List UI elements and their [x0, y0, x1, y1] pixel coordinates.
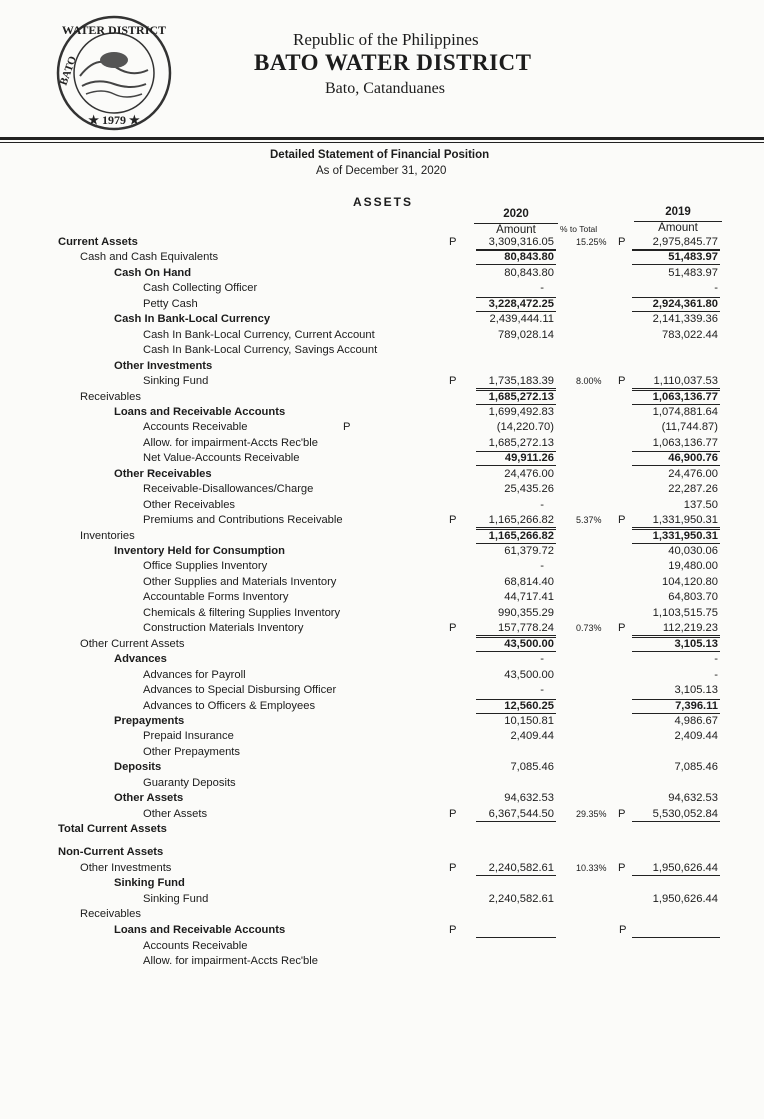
col-amount-2020: Amount: [496, 224, 536, 236]
amount-2019: 24,476.00: [668, 467, 718, 480]
row-label: Other Current Assets: [80, 637, 185, 650]
amount-2019: 4,986.67: [674, 714, 718, 727]
row-label: Loans and Receivable Accounts: [114, 405, 286, 418]
section-heading: ASSETS: [353, 195, 414, 209]
amount-2019: 783,022.44: [662, 328, 718, 341]
peso-sign-2020: P: [449, 514, 457, 527]
row-label: Other Supplies and Materials Inventory: [143, 575, 337, 588]
bato-water-district-seal: [52, 14, 176, 132]
pct-to-total: 15.25%: [576, 237, 607, 247]
pct-to-total: 0.73%: [576, 623, 602, 634]
statement-row: [0, 760, 764, 775]
amount-2019: 3,105.13: [674, 637, 718, 650]
subtotal-rule-2020: [476, 297, 556, 298]
amount-2019: 1,331,950.31: [652, 514, 718, 527]
amount-2019: 51,483.97: [668, 251, 718, 264]
amount-2020: 2,409.44: [510, 730, 554, 743]
amount-2019: 104,120.80: [662, 575, 718, 588]
amount-2019: 1,331,950.31: [652, 529, 718, 542]
col-pct-to-total: % to Total: [560, 224, 598, 234]
amount-2020: 1,165,266.82: [488, 514, 554, 527]
row-label: Other Receivables: [114, 467, 212, 480]
agency-location: Bato, Catanduanes: [325, 80, 445, 97]
amount-2020: 25,435.26: [504, 483, 554, 496]
row-label: Advances to Officers & Employees: [143, 699, 316, 712]
amount-2020: 1,685,272.13: [488, 436, 554, 449]
amount-2019: 7,396.11: [675, 699, 718, 712]
peso-sign-2019: P: [618, 622, 626, 635]
header-rule-thin: [0, 142, 764, 143]
amount-2020: 990,355.29: [498, 606, 554, 619]
statement-row: [0, 683, 764, 698]
statement-row: [0, 791, 764, 806]
row-label: Allow. for impairment-Accts Rec'ble: [143, 436, 318, 449]
row-label: Receivables: [80, 390, 141, 403]
col-amount-2019: Amount: [658, 222, 698, 234]
amount-2020: 68,814.40: [504, 575, 554, 588]
amount-2020: (14,220.70): [496, 421, 554, 434]
statement-row: [0, 374, 764, 389]
amount-2019: 1,950,626.44: [652, 861, 718, 874]
amount-2020: 24,476.00: [504, 467, 554, 480]
statement-row: [0, 637, 764, 652]
amount-2019: 112,219.23: [662, 622, 718, 635]
statement-row: [0, 359, 764, 374]
amount-2019: 1,063,136.77: [652, 390, 718, 403]
statement-row: [0, 482, 764, 497]
amount-2020: 2,439,444.11: [489, 313, 554, 326]
amount-2020: 12,560.25: [504, 699, 554, 712]
statement-row: [0, 699, 764, 714]
peso-sign-2020: P: [449, 375, 457, 388]
row-label: Cash In Bank-Local Currency, Savings Account: [143, 344, 378, 357]
subtotal-rule-2019: [632, 297, 720, 298]
pct-to-total: 29.35%: [576, 808, 607, 819]
statement-row: [0, 822, 764, 837]
amount-2020: -: [540, 684, 544, 697]
amount-2020: 2,240,582.61: [488, 892, 554, 905]
statement-row: [0, 807, 764, 822]
amount-2019: 2,924,361.80: [652, 297, 718, 310]
statement-row: [0, 281, 764, 296]
statement-row: [0, 861, 764, 876]
statement-row: [0, 235, 764, 250]
row-label: Non-Current Assets: [58, 846, 164, 858]
amount-2019: 19,480.00: [668, 560, 718, 573]
statement-row: [0, 939, 764, 954]
svg-text:BATO: BATO: [57, 54, 80, 88]
row-label: Other Prepayments: [143, 745, 241, 758]
amount-2019: 2,409.44: [674, 730, 718, 743]
pct-to-total: 10.33%: [576, 862, 607, 873]
statement-row: [0, 328, 764, 343]
statement-row: [0, 745, 764, 760]
row-label: Allow. for impairment-Accts Rec'ble: [143, 955, 318, 968]
row-label: Other Investments: [114, 359, 213, 372]
row-label: Advances for Payroll: [143, 668, 246, 681]
row-label: Other Investments: [80, 861, 172, 874]
row-label: Cash Collecting Officer: [143, 282, 258, 295]
statement-row: [0, 529, 764, 544]
peso-mark: P: [343, 421, 351, 434]
row-label: Prepayments: [114, 714, 185, 727]
row-label: Inventories: [80, 529, 135, 542]
row-label: Prepaid Insurance: [143, 730, 234, 743]
statement-row: [0, 513, 764, 528]
amount-2020: 157,778.24: [498, 622, 554, 635]
amount-2020: 1,165,266.82: [488, 529, 554, 542]
agency-name: BATO WATER DISTRICT: [254, 50, 532, 75]
statement-row: [0, 575, 764, 590]
row-label: Receivables: [80, 908, 141, 921]
amount-2020: 49,911.26: [504, 452, 554, 465]
statement-row: [0, 954, 764, 969]
peso-sign-2020: P: [449, 622, 457, 635]
row-label: Net Value-Accounts Receivable: [143, 452, 300, 465]
amount-2020: 43,500.00: [504, 668, 554, 681]
amount-2019: 51,483.97: [668, 266, 718, 279]
subtotal-rule-2019: [632, 390, 720, 391]
statement-row: [0, 559, 764, 574]
amount-2020: 3,309,316.05: [488, 236, 554, 248]
amount-2020: 1,735,183.39: [488, 375, 554, 388]
row-label: Petty Cash: [143, 297, 198, 310]
amount-2019: 46,900.76: [668, 452, 718, 465]
row-label: Inventory Held for Consumption: [114, 545, 285, 557]
subtotal-rule-2019: [632, 699, 720, 700]
amount-2020: 80,843.80: [504, 266, 554, 279]
row-label: Premiums and Contributions Receivable: [143, 514, 343, 527]
statement-row: [0, 297, 764, 312]
statement-row: [0, 312, 764, 327]
amount-2019: 2,141,339.36: [652, 313, 718, 326]
statement-row: [0, 892, 764, 907]
subtotal-rule-2020: [476, 390, 556, 391]
amount-2019: 7,085.46: [674, 761, 718, 774]
statement-row: [0, 250, 764, 265]
row-label: Guaranty Deposits: [143, 776, 236, 789]
amount-2020: 94,632.53: [504, 792, 554, 805]
amount-2020: 1,699,492.83: [488, 405, 554, 418]
statement-row: [0, 668, 764, 683]
peso-sign-2019: P: [619, 924, 627, 936]
amount-2019: 1,103,515.75: [652, 606, 718, 619]
amount-2020: 2,240,582.61: [488, 861, 554, 874]
statement-row: [0, 652, 764, 667]
svg-text:★ 1979 ★: ★ 1979 ★: [88, 113, 140, 127]
statement-row: [0, 544, 764, 559]
statement-row: [0, 606, 764, 621]
row-label: Advances to Special Disbursing Officer: [143, 684, 337, 697]
amount-2020: 3,228,472.25: [488, 297, 554, 310]
subtotal-rule-2019: [632, 250, 720, 251]
amount-2019: 1,063,136.77: [652, 436, 718, 449]
pct-to-total: 8.00%: [576, 376, 602, 387]
row-label: Deposits: [114, 761, 162, 774]
peso-sign-2019: P: [618, 514, 626, 527]
header-rule-thick: [0, 137, 764, 140]
subtotal-rule-2020: [476, 451, 556, 452]
subtotal-rule-2020: [476, 699, 556, 700]
amount-2019: 64,803.70: [668, 591, 718, 604]
row-label: Sinking Fund: [143, 892, 209, 905]
amount-2019: 2,975,845.77: [652, 236, 718, 248]
peso-sign-2019: P: [618, 236, 626, 248]
statement-row: [0, 420, 764, 435]
republic-text: Republic of the Philippines: [293, 30, 479, 49]
statement-row: [0, 621, 764, 636]
amount-2020: 44,717.41: [504, 591, 554, 604]
col-year-2020: 2020: [503, 208, 529, 220]
amount-2019: 1,110,037.53: [653, 375, 718, 388]
statement-row: [0, 467, 764, 482]
row-label: Sinking Fund: [114, 877, 185, 890]
statement-row: [0, 845, 764, 860]
peso-sign-2020: P: [449, 807, 457, 820]
amount-2020: 10,150.81: [504, 714, 554, 727]
amount-2020: -: [540, 560, 544, 573]
amount-2019: 22,287.26: [668, 483, 718, 496]
statement-row: [0, 343, 764, 358]
amount-2020: -: [540, 282, 544, 295]
statement-date: As of December 31, 2020: [316, 165, 447, 177]
peso-sign-2019: P: [618, 861, 626, 874]
amount-2020: 1,685,272.13: [488, 390, 554, 403]
row-label: Cash In Bank-Local Currency: [114, 313, 271, 326]
amount-2019: 1,074,881.64: [652, 405, 718, 418]
statement-row: [0, 498, 764, 513]
statement-row: [0, 405, 764, 420]
row-label: Cash and Cash Equivalents: [80, 251, 219, 264]
statement-row: [0, 907, 764, 922]
amount-2020: 43,500.00: [504, 637, 554, 650]
row-label: Loans and Receivable Accounts: [114, 924, 286, 936]
statement-row: [0, 923, 764, 938]
statement-row: [0, 266, 764, 281]
amount-2019: 3,105.13: [674, 684, 718, 697]
statement-row: [0, 714, 764, 729]
amount-2020: 7,085.46: [510, 761, 554, 774]
pct-to-total: 5.37%: [576, 515, 602, 526]
amount-2020: 80,843.80: [504, 251, 554, 264]
subtotal-rule-2019: [632, 637, 720, 638]
row-label: Other Receivables: [143, 498, 236, 511]
statement-row: [0, 590, 764, 605]
amount-2020: 6,367,544.50: [488, 807, 554, 820]
row-label: Total Current Assets: [58, 823, 167, 836]
amount-2019: 94,632.53: [668, 792, 718, 805]
col-year-2019: 2019: [665, 206, 691, 218]
amount-2020: 61,379.72: [504, 545, 554, 557]
amount-2020: -: [540, 653, 544, 666]
row-label: Other Assets: [143, 807, 208, 820]
statement-row: [0, 729, 764, 744]
row-label: Receivable-Disallowances/Charge: [143, 483, 314, 496]
peso-sign-2020: P: [449, 861, 457, 874]
amount-2019: -: [714, 668, 718, 681]
amount-2019: (11,744.87): [661, 421, 718, 434]
row-label: Accounts Receivable: [143, 939, 248, 952]
amount-2019: 5,530,052.84: [652, 807, 718, 820]
row-label: Current Assets: [58, 236, 138, 248]
amount-2020: 789,028.14: [498, 328, 554, 341]
amount-2019: -: [714, 653, 718, 666]
amount-2020: -: [540, 498, 544, 511]
row-label: Chemicals & filtering Supplies Inventory: [143, 606, 341, 619]
amount-2019: -: [714, 282, 718, 295]
row-label: Cash On Hand: [114, 266, 192, 279]
svg-text:WATER DISTRICT: WATER DISTRICT: [61, 23, 167, 37]
statement-title: Detailed Statement of Financial Position: [270, 149, 490, 161]
subtotal-rule-2020: [476, 637, 556, 638]
subtotal-rule-2020: [476, 529, 556, 530]
peso-sign-2020: P: [449, 236, 457, 248]
statement-row: [0, 876, 764, 891]
subtotal-rule-2019: [632, 451, 720, 452]
statement-row: [0, 436, 764, 451]
statement-row: [0, 390, 764, 405]
row-label: Accountable Forms Inventory: [143, 591, 289, 604]
subtotal-rule-2020: [476, 250, 556, 251]
row-label: Office Supplies Inventory: [143, 560, 268, 573]
amount-2019: 1,950,626.44: [652, 892, 718, 905]
statement-row: [0, 451, 764, 466]
amount-2019: 40,030.06: [668, 545, 718, 557]
peso-sign-2019: P: [618, 807, 626, 820]
peso-sign-2019: P: [618, 375, 626, 388]
subtotal-rule-2019: [632, 529, 720, 530]
row-label: Accounts Receivable: [143, 421, 248, 434]
row-label: Cash In Bank-Local Currency, Current Account: [143, 328, 375, 341]
row-label: Advances: [114, 653, 167, 666]
peso-sign-2020: P: [449, 924, 457, 936]
row-label: Sinking Fund: [143, 375, 209, 388]
amount-2019: 137.50: [683, 498, 718, 511]
row-label: Other Assets: [114, 792, 184, 805]
row-label: Construction Materials Inventory: [143, 622, 304, 635]
statement-row: [0, 776, 764, 791]
